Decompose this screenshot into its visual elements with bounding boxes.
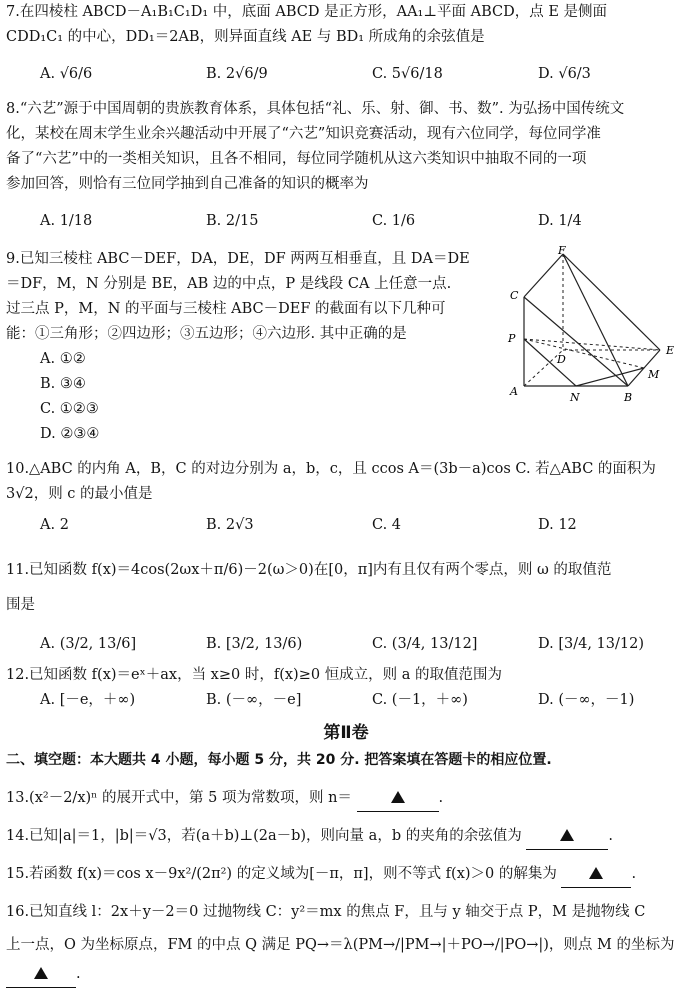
- option-b: B. (－∞，－e]: [206, 692, 302, 708]
- label-P: P: [508, 332, 516, 345]
- answer-blank: [561, 862, 631, 888]
- question-9-stem-line-1: 9.已知三棱柱 ABC－DEF，DA，DE，DF 两两互相垂直，且 DA＝DE: [6, 251, 470, 267]
- option-c: C. ①②③: [40, 401, 99, 417]
- option-b: B. 2/15: [206, 213, 259, 229]
- question-11: [6, 558, 680, 657]
- prism-figure: [500, 246, 685, 406]
- option-a: A. 1/18: [40, 213, 93, 229]
- option-b: B. [3/2, 13/6): [206, 636, 303, 652]
- option-d: D. (－∞，－1): [538, 692, 635, 708]
- label-M: M: [648, 368, 660, 381]
- question-9: [6, 247, 492, 447]
- question-10-options: [6, 513, 680, 538]
- question-7: [6, 0, 680, 87]
- option-d: D. ②③④: [40, 426, 100, 442]
- question-12-options: [6, 688, 680, 713]
- question-15-text: 15.若函数 f(x)＝cos x－9x²/(2π²) 的定义域为[－π，π]，则不等式 f(x)＞0 的解集为: [6, 866, 557, 882]
- question-7-stem-line-2: CDD₁C₁ 的中心，DD₁＝2AB，则异面直线 AE 与 BD₁ 所成角的余弦值是: [6, 29, 485, 45]
- option-d: D. 12: [538, 517, 577, 533]
- question-8-stem-line-1: 8.“六艺”源于中国周朝的贵族教育体系，具体包括“礼、乐、射、御、书、数”. 为弘扬中国传统文: [6, 101, 625, 117]
- triangle-icon: [560, 829, 574, 841]
- question-9-options: [6, 347, 492, 447]
- option-c: C. 5√6/18: [372, 66, 443, 82]
- option-a: A. √6/6: [40, 66, 93, 82]
- question-9-stem-line-2: ＝DF，M，N 分别是 BE，AB 边的中点，P 是线段 CA 上任意一点.: [6, 276, 452, 292]
- option-c: C. (3/4, 13/12]: [372, 636, 478, 652]
- label-F: F: [558, 246, 566, 257]
- option-b: B. 2√3: [206, 517, 254, 533]
- option-d: D. [3/4, 13/12): [538, 636, 644, 652]
- question-10-stem-line-2: 3√2，则 c 的最小值是: [6, 486, 153, 502]
- question-12-stem-line-1: 12.已知函数 f(x)＝eˣ＋ax，当 x≥0 时，f(x)≥0 恒成立，则 a 的取值范围为: [6, 667, 503, 683]
- option-b: B. ③④: [40, 376, 86, 392]
- label-N: N: [570, 391, 580, 404]
- question-10-stem-line-1: 10.△ABC 的内角 A，B，C 的对边分别为 a，b，c，且 ccos A＝(3b－a)cos C. 若△ABC 的面积为: [6, 461, 656, 477]
- answer-blank: [6, 962, 76, 988]
- question-9-stem-line-3: 过三点 P，M，N 的平面与三棱柱 ABC－DEF 的截面有以下几种可: [6, 301, 446, 317]
- question-8-options: [6, 209, 680, 234]
- question-14-text: 14.已知|a|＝1，|b|＝√3，若(a＋b)⊥(2a－b)，则向量 a，b 的夹角的余弦值为: [6, 828, 522, 844]
- option-d: D. √6/3: [538, 66, 591, 82]
- label-E: E: [666, 344, 675, 357]
- label-A: A: [510, 385, 518, 398]
- question-13: 13.(x²－2/x)ⁿ 的展开式中，第 5 项为常数项，则 n＝ .: [6, 786, 680, 812]
- question-8-stem-line-2: 化，某校在周末学生业余兴趣活动中开展了“六艺”知识竞赛活动，现有六位同学，每位同学准: [6, 126, 601, 142]
- option-d: D. 1/4: [538, 213, 582, 229]
- question-7-stem-line-1: 7.在四棱柱 ABCD－A₁B₁C₁D₁ 中，底面 ABCD 是正方形，AA₁⊥平面 ABCD，点 E 是侧面: [6, 4, 608, 20]
- option-a: A. ①②: [40, 351, 86, 367]
- question-8-stem-line-3: 备了“六艺”中的一类相关知识，且各不相同，每位同学随机从这六类知识中抽取不同的一项: [6, 151, 587, 167]
- question-14: 14.已知|a|＝1，|b|＝√3，若(a＋b)⊥(2a－b)，则向量 a，b 的夹角的余弦值为 .: [6, 824, 680, 850]
- question-9-stem-line-4: 能：①三角形；②四边形；③五边形；④六边形. 其中正确的是: [6, 326, 407, 342]
- option-a: A. (3/2, 13/6]: [40, 636, 137, 652]
- question-16-stem-line-1: 16.已知直线 l：2x＋y－2＝0 过抛物线 C：y²＝mx 的焦点 F，且与 y 轴交于点 P，M 是抛物线 C: [6, 904, 646, 920]
- triangle-icon: [391, 791, 405, 803]
- triangle-icon: [589, 867, 603, 879]
- section-title: 第Ⅱ卷: [323, 723, 369, 743]
- question-11-stem-line-2: 围是: [6, 597, 35, 613]
- question-13-text: 13.(x²－2/x)ⁿ 的展开式中，第 5 项为常数项，则 n＝: [6, 790, 352, 806]
- label-C: C: [510, 289, 519, 302]
- option-c: C. 1/6: [372, 213, 416, 229]
- option-a: A. [－e，＋∞): [40, 692, 136, 708]
- answer-blank: [526, 824, 608, 850]
- question-10: [6, 457, 680, 538]
- label-B: B: [624, 391, 633, 404]
- question-8-stem-line-4: 参加回答，则恰有三位同学抽到自己准备的知识的概率为: [6, 176, 369, 192]
- question-12: [6, 663, 680, 713]
- question-7-options: [6, 62, 680, 87]
- question-11-options: [6, 632, 680, 657]
- question-16: 16.已知直线 l：2x＋y－2＝0 过抛物线 C：y²＝mx 的焦点 F，且与 y 轴交于点 P，M 是抛物线 C 上一点，O 为坐标原点，FM 的中点 Q 满足 PQ→＝λ(PM→/|PM→|＋PO→/|PO→|)，则点 M 的坐标为 .: [6, 900, 680, 988]
- question-8: [6, 97, 680, 234]
- option-b: B. 2√6/9: [206, 66, 268, 82]
- option-a: A. 2: [40, 517, 69, 533]
- label-D: D: [557, 353, 566, 366]
- triangle-icon: [34, 967, 48, 979]
- question-16-stem-line-2: 上一点，O 为坐标原点，FM 的中点 Q 满足 PQ→＝λ(PM→/|PM→|＋PO→/|PO→|)，则点 M 的坐标为: [6, 937, 675, 953]
- option-c: C. (－1，＋∞): [372, 692, 468, 708]
- answer-blank: [357, 786, 439, 812]
- option-c: C. 4: [372, 517, 402, 533]
- fill-in-section-header: 二、填空题：本大题共 4 小题，每小题 5 分，共 20 分. 把答案填在答题卡的相应位置.: [6, 752, 552, 768]
- question-15: 15.若函数 f(x)＝cos x－9x²/(2π²) 的定义域为[－π，π]，则不等式 f(x)＞0 的解集为 .: [6, 862, 680, 888]
- question-11-stem-line-1: 11.已知函数 f(x)＝4cos(2ωx＋π/6)－2(ω＞0)在[0，π]内有且仅有两个零点，则 ω 的取值范: [6, 562, 612, 578]
